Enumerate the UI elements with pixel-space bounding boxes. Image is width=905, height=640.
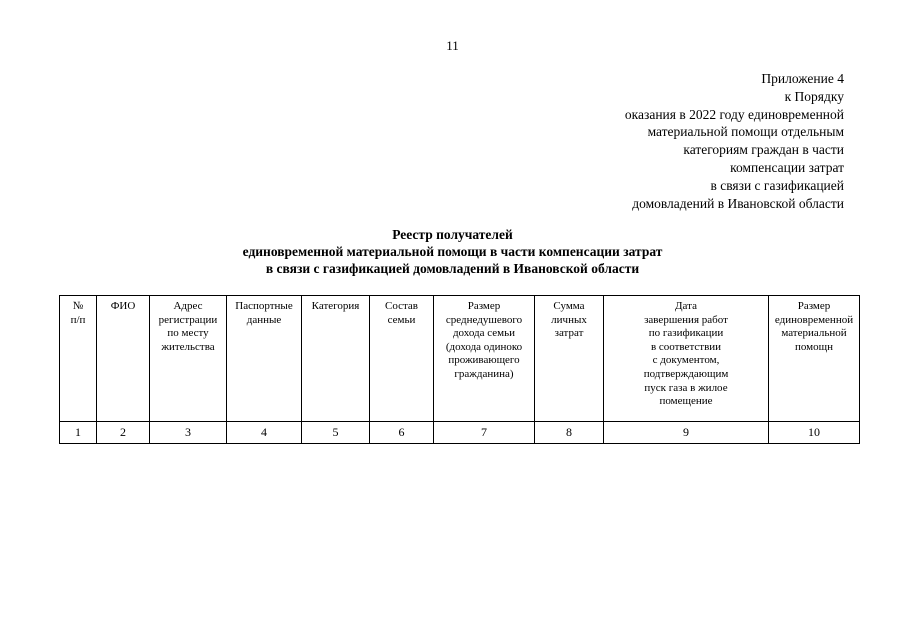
column-number-cell: 1 (60, 422, 97, 444)
header-line: (дохода одиноко (445, 340, 523, 353)
header-cell-family (370, 296, 434, 422)
header-line: материальной (781, 327, 847, 340)
header-line: гражданина) (454, 367, 514, 380)
column-number-cell: 8 (535, 422, 604, 444)
header-line: Дата (675, 300, 697, 312)
header-line: Размер (797, 300, 831, 312)
appendix-line: материальной помощи отдельным (647, 124, 844, 140)
header-line: завершения работ (644, 313, 728, 326)
header-line: по месту (167, 327, 209, 340)
title-line: единовременной материальной помощи в части компенсации затрат (242, 243, 663, 259)
appendix-line: категориям граждан в части (683, 142, 844, 158)
page-number: 11 (446, 38, 459, 53)
column-number-cell: 7 (434, 422, 535, 444)
header-line: с документом, (652, 354, 720, 367)
header-line: жительства (161, 340, 215, 353)
appendix-note (625, 70, 844, 212)
header-row (60, 296, 860, 422)
appendix-line: Приложение 4 (761, 71, 844, 86)
appendix-line: компенсации затрат (730, 159, 844, 175)
header-line: подтверждающим (643, 367, 729, 380)
column-number-cell: 4 (227, 422, 302, 444)
header-line: ФИО (110, 300, 136, 312)
header-line: по газификации (648, 327, 724, 340)
appendix-line: домовладений в Ивановской области (632, 195, 844, 211)
header-line: Размер (467, 300, 501, 312)
header-line: пуск газа в жилое (644, 381, 728, 394)
column-number-cell: 6 (370, 422, 434, 444)
header-line: личных (551, 313, 587, 326)
header-line: данные (246, 313, 282, 326)
column-number-row (60, 422, 860, 444)
header-line: Категория (311, 300, 360, 312)
header-line: Сумма (553, 300, 585, 312)
column-number-cell: 3 (150, 422, 227, 444)
column-number-cell: 10 (769, 422, 860, 444)
header-line: среднедушевого (445, 313, 523, 326)
header-cell-number (60, 296, 97, 422)
title-line: Реестр получателей (392, 227, 513, 242)
header-line: п/п (70, 313, 86, 326)
header-line: в соответствии (650, 340, 722, 353)
header-line: помещение (659, 395, 713, 408)
header-line: семьи (387, 313, 416, 326)
header-cell-passport (227, 296, 302, 422)
header-cell-fio (97, 296, 150, 422)
header-cell-address (150, 296, 227, 422)
header-line: дохода семьи (452, 327, 516, 340)
header-line: Паспортные (235, 300, 293, 312)
appendix-line: в связи с газификацией (710, 177, 844, 193)
document-title (0, 227, 905, 277)
title-line: в связи с газификацией домовладений в Ивановской области (265, 260, 640, 276)
appendix-line: к Порядку (784, 88, 844, 104)
column-number-cell: 2 (97, 422, 150, 444)
header-cell-income (434, 296, 535, 422)
appendix-line: оказания в 2022 году единовременной (624, 106, 844, 122)
registry-table (59, 295, 860, 444)
header-line: затрат (554, 327, 584, 340)
header-cell-category (302, 296, 370, 422)
header-cell-completion-date (604, 296, 769, 422)
header-cell-aid-amount (769, 296, 860, 422)
header-line: № (72, 300, 84, 312)
header-line: Адрес (173, 300, 203, 312)
header-line: Состав (384, 300, 418, 312)
header-line: регистрации (158, 313, 218, 326)
header-cell-expenses (535, 296, 604, 422)
column-number-cell: 9 (604, 422, 769, 444)
header-line: единовременной (774, 313, 854, 326)
column-number-cell: 5 (302, 422, 370, 444)
header-line: проживающего (448, 354, 520, 367)
header-line: помощн (795, 340, 833, 353)
